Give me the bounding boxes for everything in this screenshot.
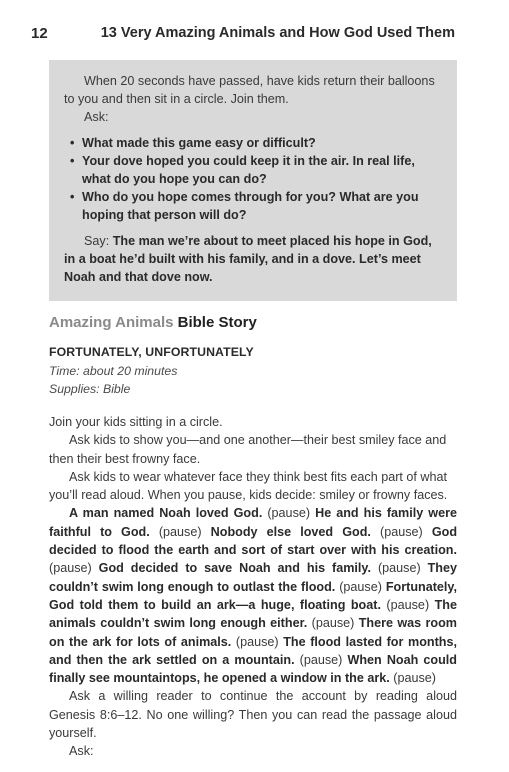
- readaloud-line: Nobody else loved God.: [210, 524, 371, 539]
- ask-label: Ask:: [84, 110, 109, 124]
- pause-cue: (pause): [49, 561, 99, 576]
- question-list: [64, 134, 445, 224]
- say-text: The man we’re about to meet placed his hope in God, in a boat he’d built with his family, and in a dove. Let’s meet Noah and that dove now.: [64, 234, 432, 284]
- readaloud-line: God decided to save Noah and his family.: [98, 561, 371, 576]
- story-paragraph: Ask kids to show you—and one another—their best smiley face and then their best frowny face.: [49, 433, 447, 466]
- section-heading-rest: Bible Story: [177, 314, 257, 331]
- activity-time: Time: about 20 minutes: [49, 364, 178, 378]
- readaloud-line: God decided to flood the earth and sort of start over with his creation.: [49, 524, 458, 558]
- intro-shaded-box: [49, 60, 457, 301]
- pause-cue: (pause): [262, 506, 316, 521]
- pause-cue: (pause): [231, 634, 284, 649]
- story-body: [49, 413, 457, 761]
- readaloud-line: They couldn’t swim long enough to outlast the flood.: [49, 561, 458, 594]
- readaloud-line: Fortunately, God told them to build an ark—a huge, floating boat.: [49, 579, 457, 612]
- section-heading-accent: Amazing Animals: [49, 314, 174, 331]
- intro-paragraph: When 20 seconds have passed, have kids return their balloons to you and then sit in a circle. Join them.: [64, 74, 435, 106]
- readaloud-line: When Noah could finally see mountaintops, he opened a window in the ark.: [49, 652, 457, 686]
- readaloud-line: There was room on the ark for lots of animals.: [49, 616, 457, 649]
- say-paragraph: [64, 232, 445, 286]
- story-paragraph: Ask a willing reader to continue the account by reading aloud Genesis 8:6–12. No one willing? Then you can read the passage aloud yourself.: [49, 689, 457, 741]
- question-item: • Who do you hope comes through for you? What are you hoping that person will do?: [64, 188, 445, 224]
- question-item: • What made this game easy or difficult?: [64, 134, 445, 152]
- running-title: 13 Very Amazing Animals and How God Used Them: [100, 25, 455, 41]
- page-header: [31, 25, 455, 45]
- activity-supplies: Supplies: Bible: [49, 382, 131, 396]
- pause-cue: (pause): [294, 652, 348, 667]
- story-paragraph: Ask kids to wear whatever face they think best fits each part of what you’ll read aloud. When you pause, kids decide: smiley or frowny faces.: [49, 469, 448, 503]
- readaloud-line: The animals couldn’t swim long enough either.: [49, 597, 457, 631]
- pause-cue: (pause): [307, 616, 359, 631]
- story-readaloud-paragraph: [49, 504, 457, 687]
- story-ask-label: Ask:: [69, 744, 94, 759]
- activity-title: FORTUNATELY, UNFORTUNATELY: [49, 345, 254, 359]
- story-paragraph: Join your kids sitting in a circle.: [49, 415, 223, 429]
- readaloud-line: The flood lasted for months, and then the ark settled on a mountain.: [49, 634, 457, 667]
- pause-cue: (pause): [371, 561, 428, 576]
- pause-cue: (pause): [380, 597, 435, 612]
- page-number: 12: [31, 25, 48, 42]
- say-label: Say:: [84, 234, 113, 248]
- pause-cue: (pause): [370, 524, 432, 539]
- readaloud-line: A man named Noah loved God.: [69, 506, 263, 521]
- section-heading: [49, 314, 257, 331]
- question-item: • Your dove hoped you could keep it in the air. In real life, what do you hope you can do?: [64, 152, 445, 188]
- pause-cue: (pause): [149, 524, 211, 539]
- readaloud-line: He and his family were faithful to God.: [49, 506, 457, 539]
- pause-cue: (pause): [389, 671, 436, 686]
- pause-cue: (pause): [335, 579, 386, 594]
